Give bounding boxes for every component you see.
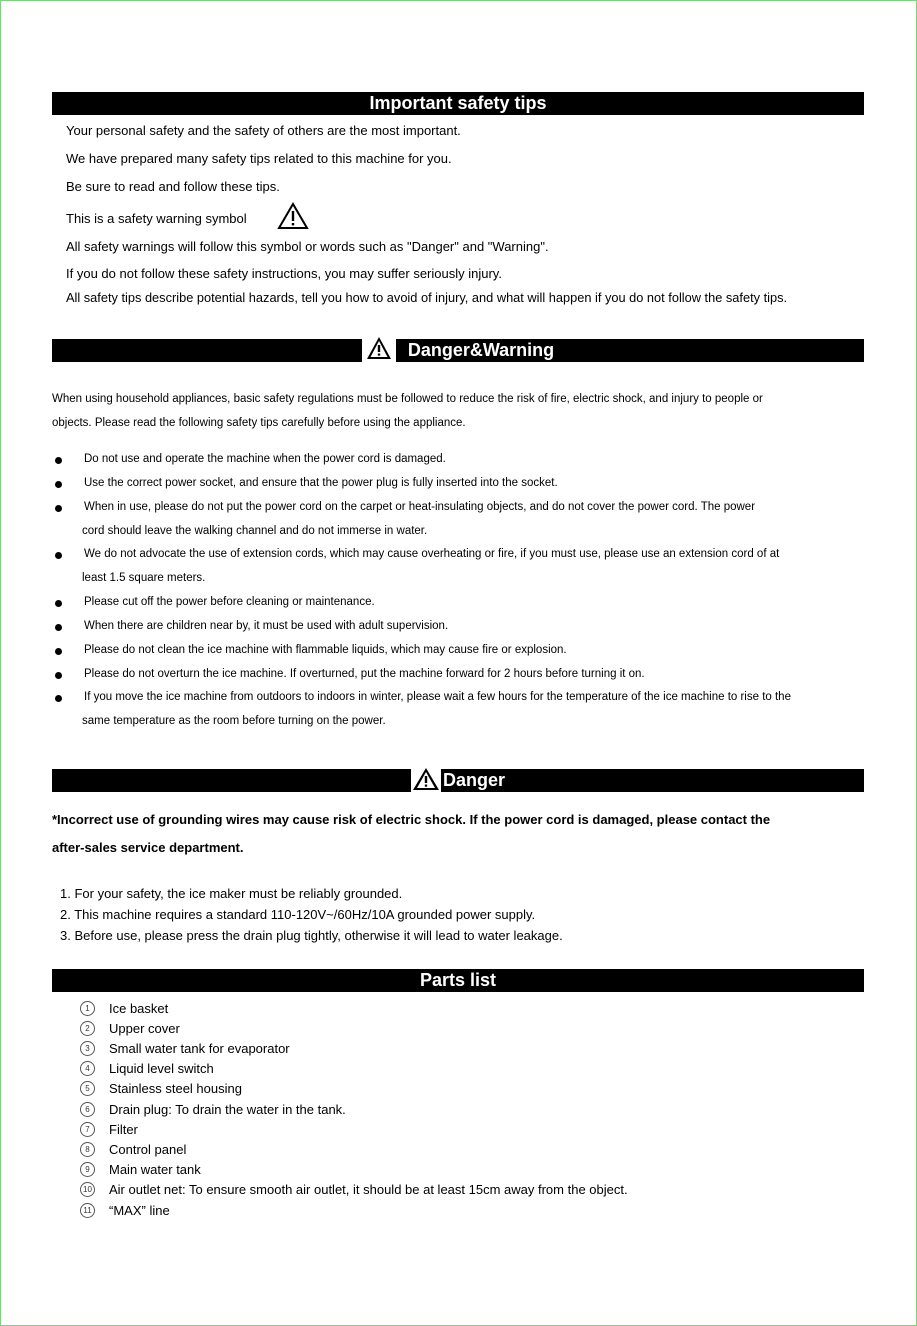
warning-item-continuation: cord should leave the walking channel and do not immerse in water. [82,525,428,537]
intro-line: Your personal safety and the safety of others are the most important. [66,123,461,138]
danger-step: 2. This machine requires a standard 110-120V~/60Hz/10A grounded power supply. [60,907,536,922]
bullet-icon [55,457,62,464]
section-title: Important safety tips [369,93,547,113]
number-badge: 3 [80,1041,95,1056]
section-header-danger [52,769,864,792]
bullet-icon [55,481,62,488]
bullet-icon [55,624,62,631]
number-badge: 7 [80,1122,95,1137]
danger-note: after-sales service department. [52,840,244,855]
section-header-safety [52,92,864,115]
warning-triangle-icon [277,202,309,230]
section-title: Parts list [419,970,497,990]
warning-triangle-icon [362,332,396,363]
bullet-icon [55,600,62,607]
intro-line: All safety warnings will follow this symbol or words such as "Danger" and "Warning". [66,239,549,254]
warning-intro-line: objects. Please read the following safety tips carefully before using the appliance. [52,417,466,429]
number-badge: 2 [80,1021,95,1036]
intro-line: If you do not follow these safety instructions, you may suffer seriously injury. [66,266,502,281]
warning-triangle-icon [411,766,441,792]
intro-line: We have prepared many safety tips related to this machine for you. [66,151,452,166]
warning-item-continuation: least 1.5 square meters. [82,572,206,584]
danger-step: 1. For your safety, the ice maker must be reliably grounded. [60,886,403,901]
number-badge: 1 [80,1001,95,1016]
intro-line: Be sure to read and follow these tips. [66,179,280,194]
number-badge: 10 [80,1182,95,1197]
section-title: Danger [442,770,505,790]
warning-item-continuation: same temperature as the room before turning on the power. [82,715,386,727]
section-header-parts [52,969,864,992]
bullet-icon [55,648,62,655]
bullet-icon [55,672,62,679]
section-header-danger-warning [52,339,864,362]
danger-step: 3. Before use, please press the drain plug tightly, otherwise it will lead to water leakage. [60,928,563,943]
number-badge: 9 [80,1162,95,1177]
danger-note: *Incorrect use of grounding wires may cause risk of electric shock. If the power cord is damaged, please contact the [52,812,771,827]
number-badge: 5 [80,1081,95,1096]
bullet-icon [55,552,62,559]
number-badge: 4 [80,1061,95,1076]
number-badge: 6 [80,1102,95,1117]
intro-line: This is a safety warning symbol [66,211,247,226]
section-title: Danger&Warning [407,340,555,360]
number-badge: 8 [80,1142,95,1157]
number-badge: 11 [80,1203,95,1218]
bullet-icon [55,695,62,702]
warning-intro-line: When using household appliances, basic safety regulations must be followed to reduce the risk of fire, electric shock, and injury to people or [52,393,763,405]
bullet-icon [55,505,62,512]
intro-line: All safety tips describe potential hazards, tell you how to avoid of injury, and what will happen if you do not follow the safety tips. [66,290,788,305]
